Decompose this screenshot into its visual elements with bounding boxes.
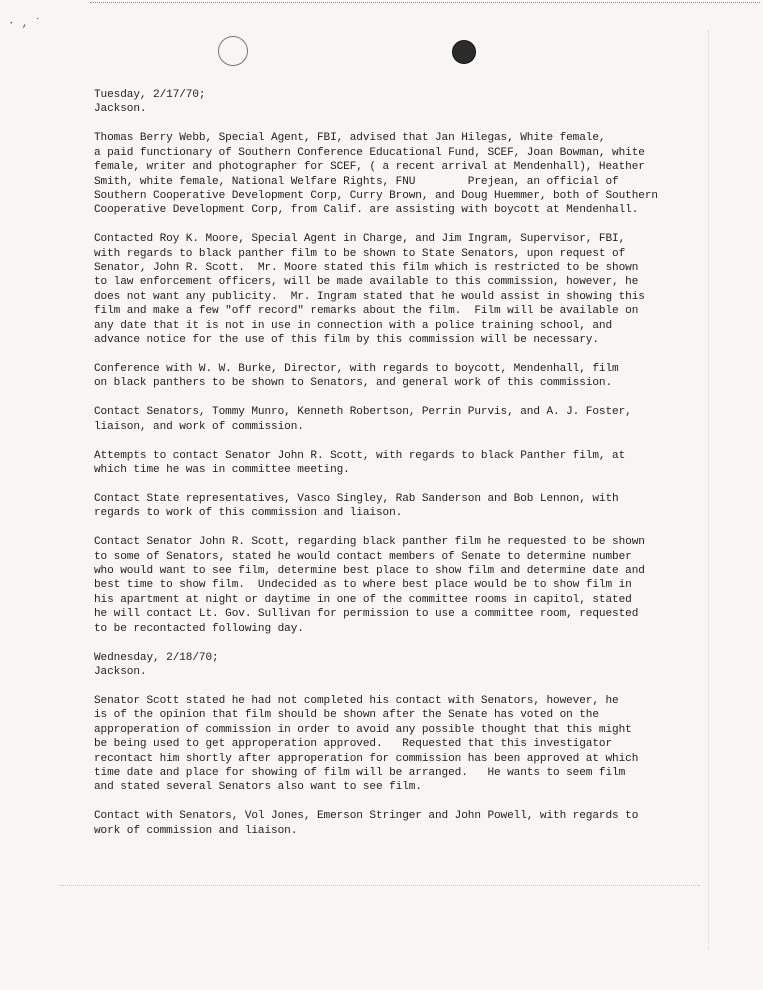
paragraph [94,809,716,838]
memo-body [94,88,716,853]
entry-date-1: Tuesday, 2/17/70; [94,89,206,101]
text-line: Senator Scott stated he had not completed his contact with Senators, however, he [94,694,619,707]
entry-date-2: Wednesday, 2/18/70; [94,651,219,664]
text-line: who would want to see film, determine best place to show film and determine date and [94,565,645,578]
text-line: Contact Senators, Tommy Munro, Kenneth Robertson, Perrin Purvis, and A. J. Foster, [94,406,632,419]
top-rule [90,2,760,3]
text-line: Cooperative Development Corp, from Calif. are assisting with boycott at Mendenhall. [94,204,639,217]
text-line: approperation of commission in order to avoid any possible thought that this might [94,723,632,736]
text-line: Contact Senator John R. Scott, regarding black panther film he requested to be shown [94,536,645,549]
text-line: is of the opinion that film should be shown after the Senate has voted on the [94,709,599,722]
text-line: on black panthers to be shown to Senators, and general work of this commission. [94,377,613,390]
text-line: to some of Senators, stated he would contact members of Senate to determine number [94,550,632,563]
text-line: female, writer and photographer for SCEF, ( a recent arrival at Mendenhall), Heather [94,161,645,174]
text-line: to be recontacted following day. [94,622,304,635]
text-line: does not want any publicity. Mr. Ingram stated that he would assist in showing this [94,290,645,303]
text-line: be being used to get approperation approved. Requested that this investigator [94,738,613,751]
text-line: his apartment at night or daytime in one of the committee rooms in capitol, stated [94,593,632,606]
paragraph [94,694,716,795]
text-line: best time to show film. Undecided as to where best place would be to show film in [94,579,632,592]
bottom-scan-artifact [60,885,700,886]
text-line: Smith, white female, National Welfare Rights, FNU Prejean, an official of [94,175,619,188]
text-line: with regards to black panther film to be shown to State Senators, upon request of [94,247,626,260]
text-line: any date that it is not in use in connection with a police training school, and [94,319,613,332]
text-line: a paid functionary of Southern Conference Educational Fund, SCEF, Joan Bowman, white [94,146,645,159]
text-line: film and make a few "off record" remarks about the film. Film will be available on [94,305,639,318]
text-line: Contacted Roy K. Moore, Special Agent in Charge, and Jim Ingram, Supervisor, FBI, [94,233,626,246]
paragraph [94,492,716,521]
text-line: liaison, and work of commission. [94,420,304,433]
paragraph [94,131,716,217]
paragraph [94,449,716,478]
text-line: he will contact Lt. Gov. Sullivan for permission to use a committee room, requested [94,608,639,621]
day2-entries [94,694,716,838]
text-line: time date and place for showing of film will be arranged. He wants to seem film [94,766,626,779]
scan-specks: · ‚ ˙ [8,18,42,30]
text-line: Contact with Senators, Vol Jones, Emerson Stringer and John Powell, with regards to [94,810,639,823]
text-line: advance notice for the use of this film by this commission will be necessary. [94,334,599,347]
text-line: work of commission and liaison. [94,824,298,837]
text-line: regards to work of this commission and liaison. [94,507,403,520]
punch-hole-left [218,36,248,66]
text-line: and stated several Senators also want to see film. [94,781,422,794]
text-line: Attempts to contact Senator John R. Scott, with regards to black Panther film, at [94,449,626,462]
text-line: Contact State representatives, Vasco Singley, Rab Sanderson and Bob Lennon, with [94,492,619,505]
paragraph [94,405,716,434]
text-line: recontact him shortly after approperation for commission has been approved at which [94,752,639,765]
paragraph [94,232,716,347]
punch-hole-right [452,40,476,64]
text-line: which time he was in committee meeting. [94,464,350,477]
text-line: Thomas Berry Webb, Special Agent, FBI, advised that Jan Hilegas, White female, [94,132,606,145]
text-line: Southern Cooperative Development Corp, Curry Brown, and Doug Huemmer, both of Southern [94,189,658,202]
entry-place-1: Jackson. [94,103,147,116]
paragraph [94,535,716,636]
text-line: to law enforcement officers, will be made available to this commission, however, he [94,276,639,289]
text-line: Senator, John R. Scott. Mr. Moore stated this film which is restricted to be shown [94,262,639,275]
paragraph [94,362,716,391]
text-line: Conference with W. W. Burke, Director, with regards to boycott, Mendenhall, film [94,363,619,375]
day1-entries [94,131,716,636]
entry-place-2: Jackson. [94,666,147,678]
